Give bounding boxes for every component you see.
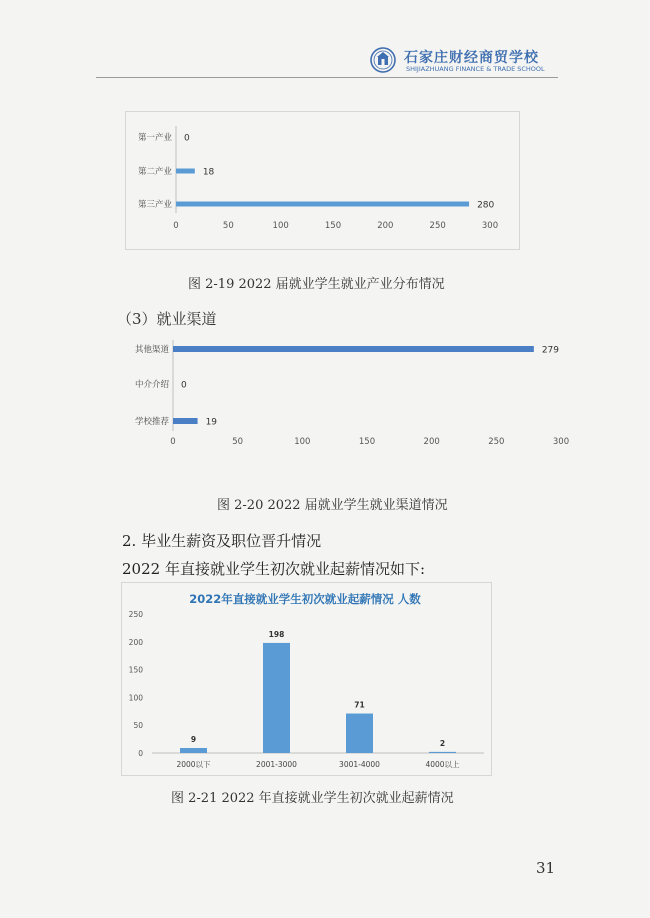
x-tick-label: 300 [481,221,499,231]
data-label: 19 [205,417,218,428]
bar [263,643,290,753]
x-tick-label: 0 [170,437,176,447]
y-tick-label: 100 [128,693,143,703]
y-tick-label: 250 [128,610,143,619]
page-number: 31 [536,859,556,877]
x-tick-label: 50 [232,437,244,447]
bar [429,752,456,753]
figure-2-21-caption: 图 2-21 2022 年直接就业学生初次就业起薪情况 [171,791,454,806]
chart-title: 2022年直接就业学生初次就业起薪情况 人数 [189,592,421,606]
data-label: 279 [541,345,560,356]
data-label: 9 [190,734,197,744]
x-tick-label: 150 [358,437,376,447]
bar [180,748,207,753]
x-tick-label: 50 [222,221,234,231]
x-tick-label: 200 [423,437,440,447]
x-tick-label: 300 [552,437,570,447]
data-label: 18 [202,167,215,178]
category-label: 2000以下 [176,760,211,769]
x-tick-label: 100 [294,437,311,447]
data-label: 0 [181,380,187,391]
category-label: 4000以上 [425,760,460,769]
data-label: 280 [477,200,495,211]
y-tick-label: 200 [128,637,143,647]
category-label: 其他渠道 [134,345,169,355]
data-label: 71 [354,700,365,710]
data-label: 2 [439,738,446,748]
category-label: 3001-4000 [339,760,380,769]
data-label: 198 [268,629,285,639]
figure-2-19-caption: 图 2-19 2022 届就业学生就业产业分布情况 [188,277,445,292]
y-tick-label: 0 [138,749,143,758]
figure-2-20-caption: 图 2-20 2022 届就业学生就业渠道情况 [217,498,448,513]
category-label: 2001-3000 [256,760,297,769]
bar [346,714,373,753]
school-name-cn: 石家庄财经商贸学校 [404,50,539,66]
x-tick-label: 150 [324,221,342,231]
salary-intro-text: 2022 年直接就业学生初次就业起薪情况如下: [122,560,425,578]
x-tick-label: 0 [173,221,179,231]
category-label: 第一产业 [137,133,172,143]
category-label: 中介介绍 [134,380,169,390]
x-tick-label: 100 [272,221,289,231]
x-tick-label: 250 [488,437,505,447]
x-tick-label: 250 [429,221,446,231]
y-tick-label: 150 [128,665,143,675]
x-tick-label: 200 [377,221,394,231]
school-name-en: SHIJIAZHUANG FINANCE & TRADE SCHOOL [406,65,545,73]
category-label: 第三产业 [137,200,172,210]
y-tick-label: 50 [133,721,143,731]
category-label: 第二产业 [137,167,172,177]
channels-heading: （3）就业渠道 [117,310,217,328]
salary-section-heading: 2. 毕业生薪资及职位晋升情况 [122,532,322,550]
data-label: 0 [184,133,190,144]
category-label: 学校推荐 [134,417,169,427]
